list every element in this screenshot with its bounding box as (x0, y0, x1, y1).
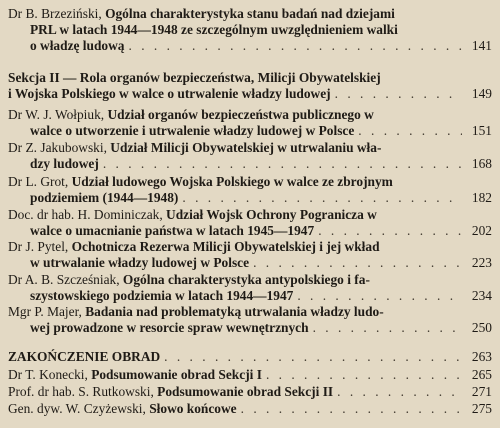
toc-entry (8, 239, 492, 271)
toc-title: Podsumowanie obrad Sekcji I (91, 367, 262, 382)
toc-line (8, 174, 492, 190)
section-heading-entry (8, 349, 492, 365)
page-number: 149 (471, 85, 492, 101)
toc-line (8, 349, 492, 365)
toc-line (8, 223, 492, 239)
toc-title: Udział ludowego Wojska Polskiego w walce ze zbrojnym (71, 174, 393, 189)
page-number: 168 (471, 155, 492, 171)
toc-line (8, 288, 492, 304)
toc-title: Słowo końcowe (149, 401, 237, 416)
toc-line (8, 6, 492, 22)
dot-leader (103, 156, 462, 172)
toc-title: Podsumowanie obrad Sekcji II (157, 384, 334, 399)
toc-title: Udział organów bezpieczeństwa publicznego w (107, 107, 374, 122)
toc-line (8, 22, 492, 38)
toc-line (8, 38, 492, 54)
toc-author: Dr B. Brzeziński, (8, 6, 106, 21)
toc-title: w utrwalanie władzy ludowej w Polsce (30, 254, 250, 270)
page-number: 151 (471, 122, 492, 138)
dot-leader (164, 349, 462, 365)
toc-title: Ogólna charakterystyka antypolskiego i fa- (122, 272, 370, 287)
dot-leader (313, 320, 462, 336)
toc-line (8, 401, 492, 417)
page-number: 141 (471, 37, 492, 53)
toc-entry (8, 140, 492, 172)
toc-line (8, 123, 492, 139)
toc-title: Udział Milicji Obywatelskiej w utrwalaniu wła- (110, 140, 382, 155)
toc-line (8, 304, 492, 320)
toc-line (8, 272, 492, 288)
toc-author: Dr J. Pytel, (8, 239, 72, 254)
toc-line (8, 384, 492, 400)
toc-line (8, 320, 492, 336)
dot-leader (182, 190, 462, 206)
page-number: 275 (471, 401, 492, 416)
toc-author: Dr W. J. Wołpiuk, (8, 107, 108, 122)
toc-entry (8, 174, 492, 206)
toc-entry (8, 401, 492, 417)
toc-author: Doc. dr hab. H. Dominiczak, (8, 207, 167, 222)
toc-entry (8, 207, 492, 239)
toc-entry (8, 6, 492, 54)
dot-leader (241, 401, 462, 417)
toc-line (8, 156, 492, 172)
toc-title: wej prowadzone w resorcie spraw wewnętrznych (30, 319, 309, 335)
toc-line (8, 86, 492, 102)
section-heading: i Wojska Polskiego w walce o utrwalenie władzy ludowej (8, 85, 331, 101)
toc-line (8, 190, 492, 206)
page-number: 202 (471, 222, 492, 238)
toc-title: podziemiem (1944—1948) (30, 189, 179, 205)
section-heading: Sekcja II — Rola organów bezpieczeństwa, Milicji Obywatelskiej (8, 70, 381, 85)
toc-title: Ochotnicza Rezerwa Milicji Obywatelskiej i jej wkład (71, 239, 380, 254)
toc-entry (8, 384, 492, 400)
toc-author: Mgr P. Majer, (8, 304, 86, 319)
toc-title: Ogólna charakterystyka stanu badań nad dziejami (105, 6, 395, 21)
dot-leader (318, 223, 462, 239)
dot-leader (129, 38, 463, 54)
toc-title: PRL w latach 1944—1948 ze szczególnym uwzględnieniem walki (30, 21, 398, 37)
toc-title: Badania nad problematyką utrwalania władzy ludo- (85, 304, 384, 319)
toc-author: Dr Z. Jakubowski, (8, 140, 111, 155)
toc-line (8, 140, 492, 156)
toc-title: dzy ludowej (30, 155, 99, 171)
toc-line (8, 107, 492, 123)
toc-line (8, 367, 492, 383)
section-heading-entry (8, 70, 492, 102)
dot-leader (297, 288, 462, 304)
dot-leader (266, 367, 462, 383)
toc-author: Dr T. Konecki, (8, 367, 92, 382)
toc-title: walce o umacnianie państwa w latach 1945—1947 (30, 222, 315, 238)
page-number: 263 (471, 349, 492, 364)
page-number: 223 (471, 254, 492, 270)
toc-line (8, 239, 492, 255)
toc-author: Prof. dr hab. S. Rutkowski, (8, 384, 158, 399)
dot-leader (253, 255, 462, 271)
dot-leader (335, 86, 462, 102)
toc-line (8, 207, 492, 223)
page-number: 271 (471, 384, 492, 399)
toc-author: Dr A. B. Szcześniak, (8, 272, 123, 287)
dot-leader (358, 123, 462, 139)
toc-author: Gen. dyw. W. Czyżewski, (8, 401, 150, 416)
section-heading: ZAKOŃCZENIE OBRAD (8, 349, 161, 364)
page-number: 182 (471, 189, 492, 205)
toc-author: Dr L. Grot, (8, 174, 72, 189)
toc-line (8, 70, 492, 86)
toc-title: walce o utworzenie i utrwalenie władzy ludowej w Polsce (30, 122, 355, 138)
toc-entry (8, 107, 492, 139)
page-number: 250 (471, 319, 492, 335)
dot-leader (337, 384, 462, 400)
page-number: 265 (471, 367, 492, 382)
page-number: 234 (471, 287, 492, 303)
toc-title: Udział Wojsk Ochrony Pogranicza w (166, 207, 377, 222)
toc-entry (8, 304, 492, 336)
toc-entry (8, 272, 492, 304)
toc-title: o władzę ludową (30, 37, 125, 53)
toc-line (8, 255, 492, 271)
toc-title: szystowskiego podziemia w latach 1944—1947 (30, 287, 294, 303)
toc-entry (8, 367, 492, 383)
